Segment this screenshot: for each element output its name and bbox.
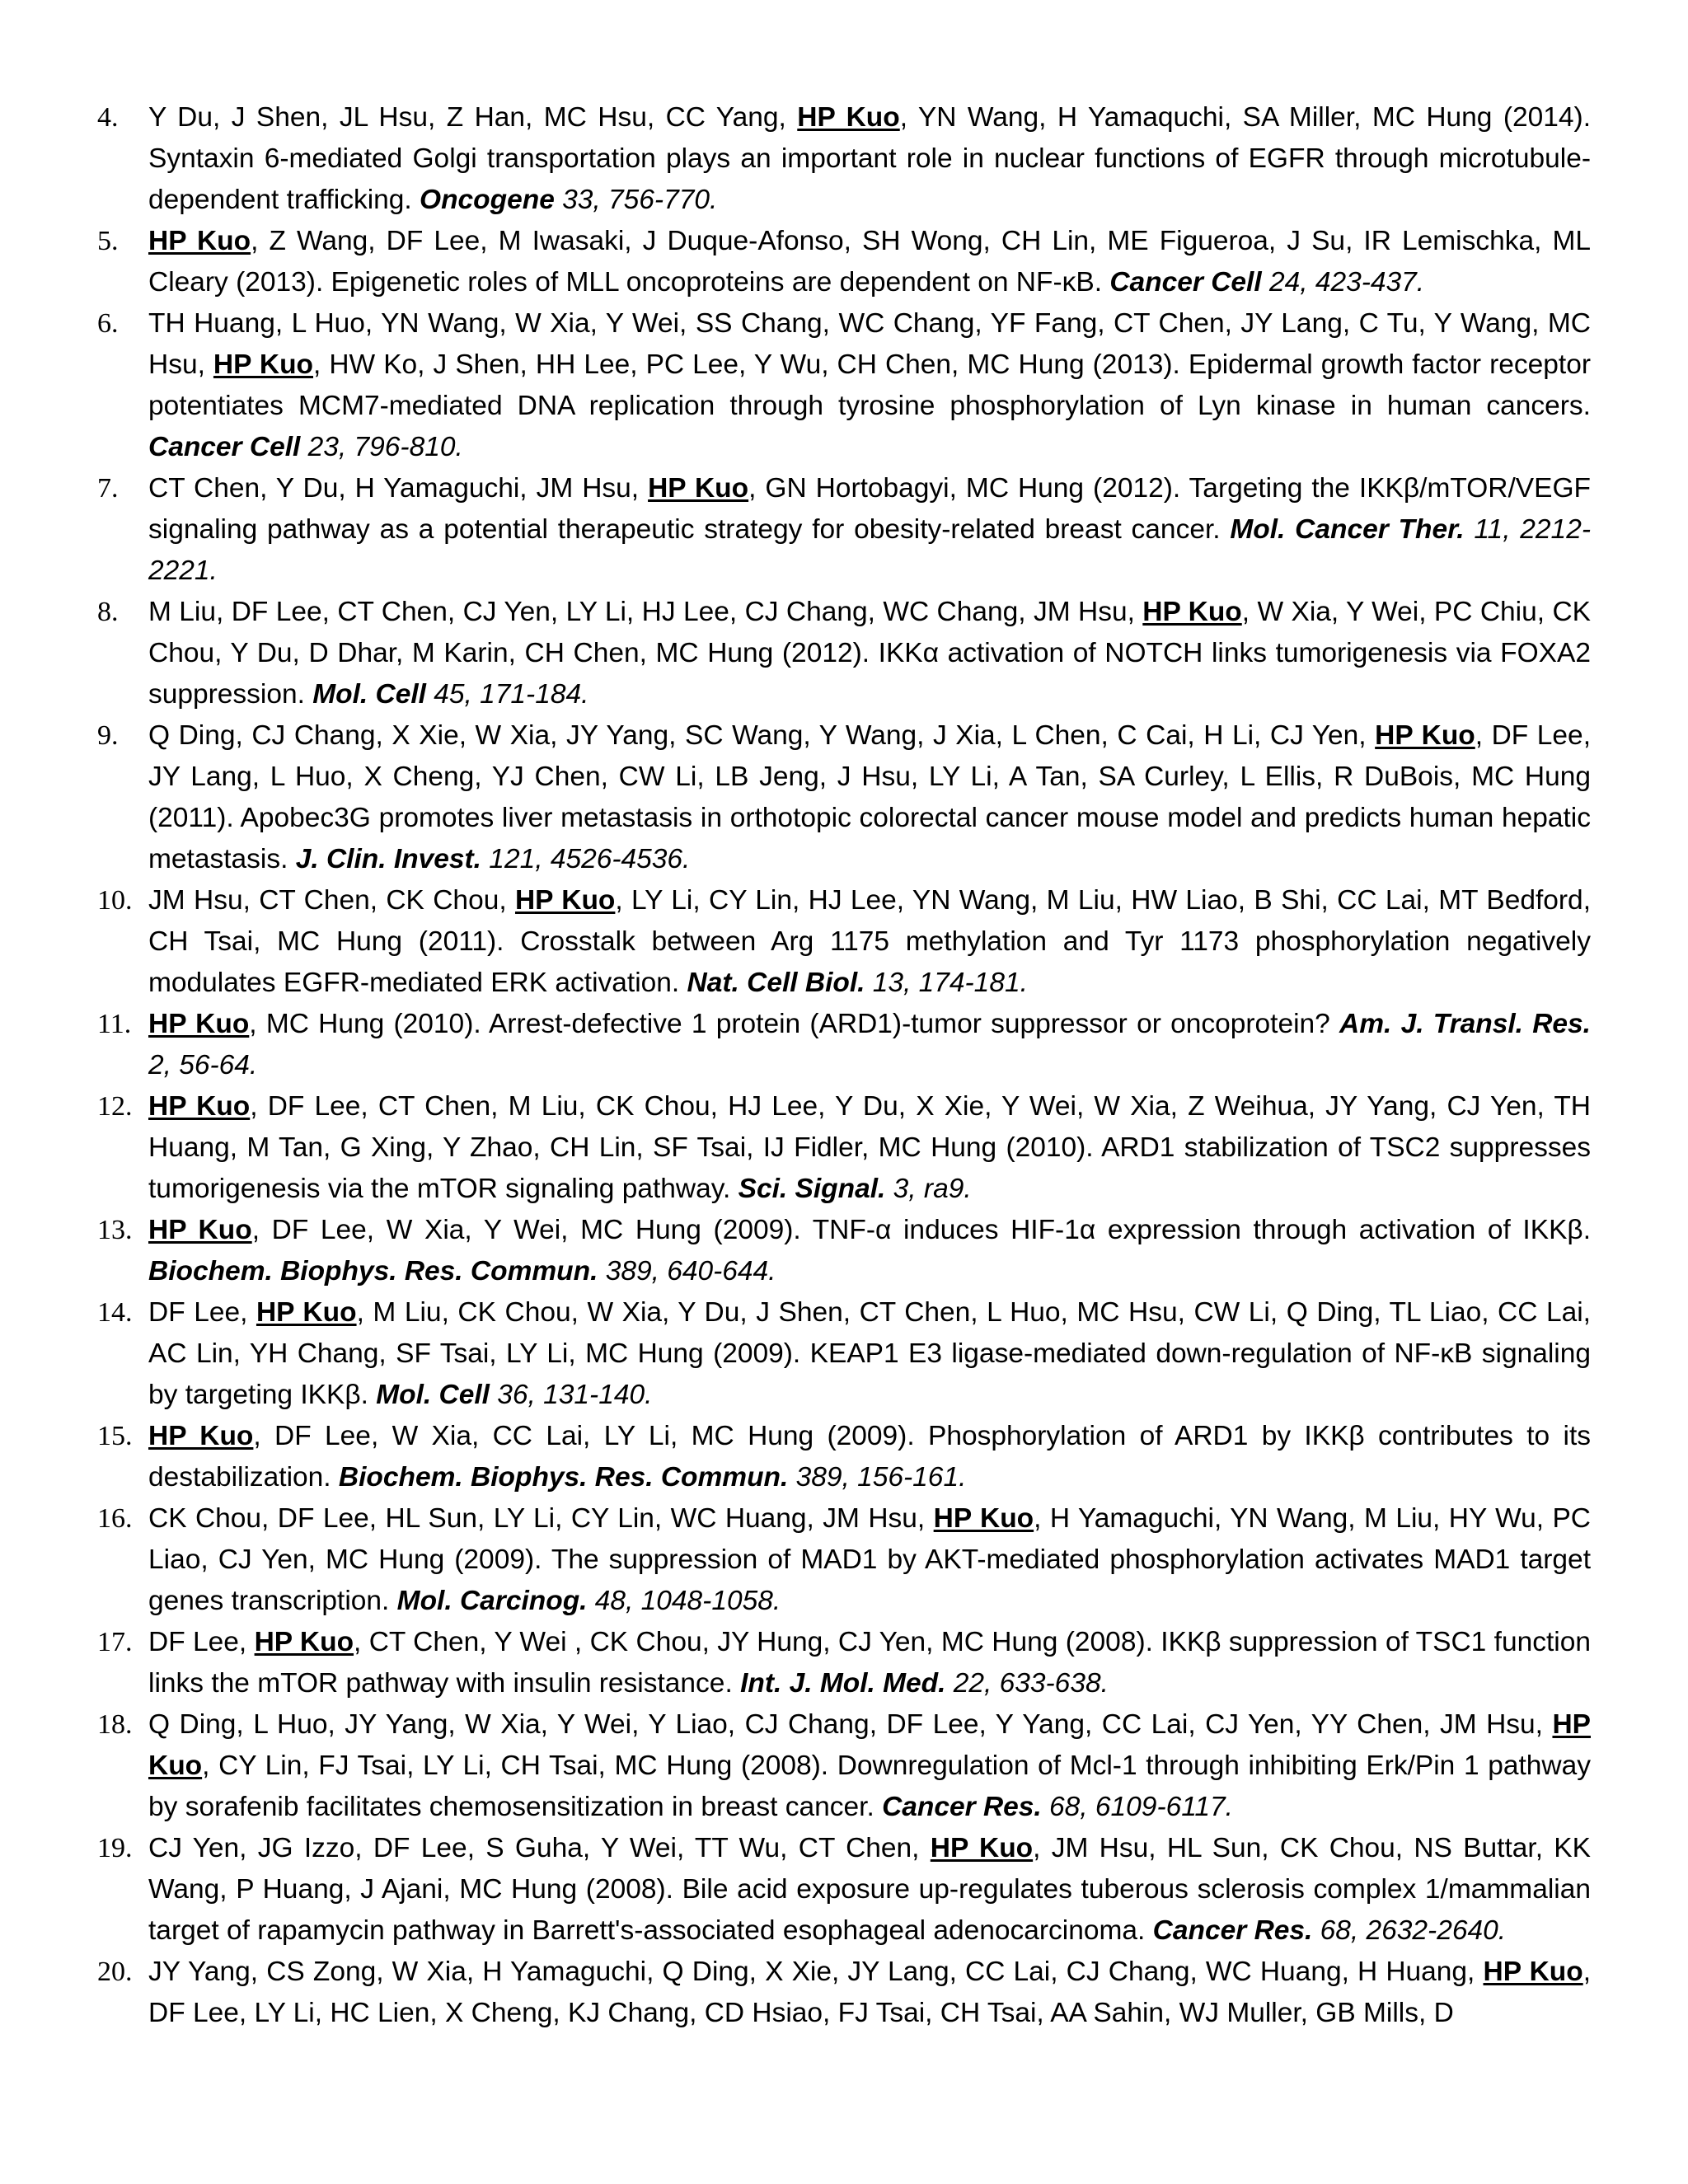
- highlighted-author: HP Kuo: [148, 1421, 254, 1451]
- reference-body: , JM Hsu, HL Sun, CK Chou, NS Buttar, KK Wang, P Huang, J Ajani, MC Hung (2008). Bile acid exposure up-regulates tuberous sclerosis complex 1/mammalian target of rapamycin pathway in Barrett's-associated esophageal adenocarcinoma.: [148, 1833, 1591, 1946]
- reference-number: 14.: [97, 1297, 133, 1328]
- highlighted-author: HP Kuo: [933, 1503, 1034, 1534]
- reference-authors-before: CJ Yen, JG Izzo, DF Lee, S Guha, Y Wei, TT Wu, CT Chen,: [148, 1833, 931, 1863]
- highlighted-author: HP Kuo: [1483, 1957, 1583, 1987]
- reference-authors-before: TH Huang, L Huo, YN Wang, W Xia, Y Wei, SS Chang, WC Chang, YF Fang, CT Chen, JY Lang, C Tu, Y Wang, MC Hsu,: [148, 308, 1591, 380]
- journal-name: Sci. Signal.: [738, 1174, 886, 1204]
- reference-body: , CT Chen, Y Wei , CK Chou, JY Hung, CJ Yen, MC Hung (2008). IKKβ suppression of TSC1 function links the mTOR pathway with insulin resistance.: [148, 1627, 1591, 1699]
- reference-number: 18.: [97, 1709, 133, 1740]
- reference-body: , DF Lee, JY Lang, L Huo, X Cheng, YJ Chen, CW Li, LB Jeng, J Hsu, LY Li, A Tan, SA Curley, L Ellis, R DuBois, MC Hung (2011). Apobec3G promotes liver metastasis in orthotopic colorectal cancer mouse model and predicts human hepatic metastasis.: [148, 720, 1591, 874]
- highlighted-author: HP Kuo: [514, 885, 616, 916]
- highlighted-author: HP Kuo: [1375, 720, 1475, 751]
- journal-name: Cancer Cell: [148, 432, 301, 462]
- journal-volume-pages: 2, 56-64.: [148, 1050, 258, 1080]
- reference-body: , Z Wang, DF Lee, M Iwasaki, J Duque-Afonso, SH Wong, CH Lin, ME Figueroa, J Su, IR Lemischka, ML Cleary (2013). Epigenetic roles of MLL oncoproteins are dependent on NF-κB.: [148, 226, 1592, 298]
- journal-volume-pages: 24, 423-437.: [1261, 267, 1425, 298]
- reference-item: [97, 1622, 1591, 1704]
- reference-item: [97, 1416, 1591, 1498]
- journal-volume-pages: 33, 756-770.: [554, 185, 718, 215]
- reference-body: , DF Lee, W Xia, CC Lai, LY Li, MC Hung (2009). Phosphorylation of ARD1 by IKKβ contributes to its destabilization.: [148, 1421, 1592, 1493]
- reference-authors-before: JY Yang, CS Zong, W Xia, H Yamaguchi, Q Ding, X Xie, JY Lang, CC Lai, CJ Chang, WC Huang, H Huang,: [148, 1957, 1484, 1987]
- journal-name: Oncogene: [420, 185, 555, 215]
- journal-volume-pages: 121, 4526-4536.: [481, 844, 691, 874]
- highlighted-author: HP Kuo: [256, 1297, 357, 1328]
- reference-item: [97, 715, 1591, 880]
- reference-number: 20.: [97, 1957, 133, 1987]
- reference-number: 13.: [97, 1215, 133, 1245]
- reference-item: [97, 592, 1591, 715]
- journal-volume-pages: 68, 6109-6117.: [1041, 1792, 1233, 1822]
- reference-authors-before: Q Ding, CJ Chang, X Xie, W Xia, JY Yang, SC Wang, Y Wang, J Xia, L Chen, C Cai, H Li, CJ Yen,: [148, 720, 1376, 751]
- reference-body: , CY Lin, FJ Tsai, LY Li, CH Tsai, MC Hung (2008). Downregulation of Mcl-1 through inhibiting Erk/Pin 1 pathway by sorafenib facilitates chemosensitization in breast cancer.: [148, 1750, 1591, 1822]
- reference-authors-before: CK Chou, DF Lee, HL Sun, LY Li, CY Lin, WC Huang, JM Hsu,: [148, 1503, 934, 1534]
- reference-authors-before: Y Du, J Shen, JL Hsu, Z Han, MC Hsu, CC Yang,: [148, 102, 798, 133]
- reference-body: , HW Ko, J Shen, HH Lee, PC Lee, Y Wu, CH Chen, MC Hung (2013). Epidermal growth factor receptor potentiates MCM7-mediated DNA replication through tyrosine phosphorylation of Lyn kinase in human cancers.: [148, 349, 1591, 421]
- reference-item: [97, 1004, 1591, 1086]
- journal-volume-pages: 68, 2632-2640.: [1312, 1915, 1507, 1946]
- highlighted-author: HP Kuo: [148, 1009, 250, 1039]
- highlighted-author: HP Kuo: [1142, 597, 1242, 627]
- journal-name: Biochem. Biophys. Res. Commun.: [148, 1256, 598, 1286]
- journal-volume-pages: 389, 156-161.: [788, 1462, 967, 1493]
- reference-number: 16.: [97, 1503, 133, 1534]
- reference-number: 4.: [97, 102, 119, 133]
- journal-name: Mol. Cell: [312, 679, 426, 710]
- reference-item: [97, 221, 1591, 303]
- reference-body: , DF Lee, CT Chen, M Liu, CK Chou, HJ Lee, Y Du, X Xie, Y Wei, W Xia, Z Weihua, JY Yang, CJ Yen, TH Huang, M Tan, G Xing, Y Zhao, CH Lin, SF Tsai, IJ Fidler, MC Hung (2010). ARD1 stabilization of TSC2 suppresses tumorigenesis via the mTOR signaling pathway.: [148, 1091, 1591, 1204]
- journal-name: Cancer Res.: [882, 1792, 1042, 1822]
- journal-name: J. Clin. Invest.: [295, 844, 481, 874]
- journal-volume-pages: 48, 1048-1058.: [587, 1586, 781, 1616]
- reference-body: , M Liu, CK Chou, W Xia, Y Du, J Shen, CT Chen, L Huo, MC Hsu, CW Li, Q Ding, TL Liao, CC Lai, AC Lin, YH Chang, SF Tsai, LY Li, MC Hung (2009). KEAP1 E3 ligase-mediated down-regulation of NF-κB signaling by targeting IKKβ.: [148, 1297, 1591, 1410]
- reference-authors-before: JM Hsu, CT Chen, CK Chou,: [148, 885, 515, 916]
- reference-authors-before: M Liu, DF Lee, CT Chen, CJ Yen, LY Li, HJ Lee, CJ Chang, WC Chang, JM Hsu,: [148, 597, 1143, 627]
- reference-number: 17.: [97, 1627, 133, 1657]
- journal-volume-pages: 13, 174-181.: [865, 968, 1028, 998]
- journal-name: Cancer Cell: [1109, 267, 1262, 298]
- journal-name: Nat. Cell Biol.: [687, 968, 865, 998]
- reference-item: [97, 1292, 1591, 1416]
- highlighted-author: HP Kuo: [797, 102, 900, 133]
- journal-volume-pages: 36, 131-140.: [489, 1380, 653, 1410]
- highlighted-author: HP Kuo: [254, 1627, 354, 1657]
- reference-number: 5.: [97, 226, 119, 256]
- journal-name: Mol. Cell: [376, 1380, 490, 1410]
- journal-name: Biochem. Biophys. Res. Commun.: [338, 1462, 789, 1493]
- reference-item: [97, 880, 1591, 1004]
- reference-item: [97, 468, 1591, 592]
- reference-number: 11.: [97, 1009, 132, 1039]
- reference-item: [97, 1952, 1591, 2034]
- highlighted-author: HP Kuo: [930, 1833, 1034, 1863]
- reference-authors-before: DF Lee,: [148, 1627, 255, 1657]
- reference-number: 19.: [97, 1833, 133, 1863]
- reference-body: , GN Hortobagyi, MC Hung (2012). Targeting the IKKβ/mTOR/VEGF signaling pathway as a potential therapeutic strategy for obesity-related breast cancer.: [148, 473, 1591, 545]
- journal-name: Am. J. Transl. Res.: [1339, 1009, 1591, 1039]
- reference-number: 12.: [97, 1091, 133, 1122]
- reference-number: 15.: [97, 1421, 133, 1451]
- highlighted-author: HP Kuo: [148, 226, 251, 256]
- reference-authors-before: DF Lee,: [148, 1297, 256, 1328]
- journal-name: Cancer Res.: [1152, 1915, 1313, 1946]
- highlighted-author: HP Kuo: [648, 473, 749, 504]
- reference-number: 6.: [97, 308, 119, 339]
- reference-body: , YN Wang, H Yamaquchi, SA Miller, MC Hung (2014). Syntaxin 6-mediated Golgi transportation plays an important role in nuclear functions of EGFR through microtubule-dependent trafficking.: [148, 102, 1591, 215]
- highlighted-author: HP Kuo: [148, 1709, 1591, 1781]
- reference-body: , LY Li, CY Lin, HJ Lee, YN Wang, M Liu, HW Liao, B Shi, CC Lai, MT Bedford, CH Tsai, MC Hung (2011). Crosstalk between Arg 1175 methylation and Tyr 1173 phosphorylation negatively modulates EGFR-mediated ERK activation.: [148, 885, 1591, 998]
- highlighted-author: HP Kuo: [213, 349, 314, 380]
- journal-volume-pages: 45, 171-184.: [425, 679, 589, 710]
- reference-list: [97, 97, 1591, 2034]
- highlighted-author: HP Kuo: [148, 1091, 251, 1122]
- reference-number: 8.: [97, 597, 119, 627]
- reference-body: , DF Lee, LY Li, HC Lien, X Cheng, KJ Chang, CD Hsiao, FJ Tsai, CH Tsai, AA Sahin, WJ Muller, GB Mills, D: [148, 1957, 1591, 2028]
- journal-volume-pages: 11, 2212-2221.: [148, 514, 1591, 586]
- journal-volume-pages: 23, 796-810.: [300, 432, 463, 462]
- reference-item: [97, 1828, 1591, 1952]
- reference-body: , W Xia, Y Wei, PC Chiu, CK Chou, Y Du, D Dhar, M Karin, CH Chen, MC Hung (2012). IKKα activation of NOTCH links tumorigenesis via FOXA2 suppression.: [148, 597, 1591, 710]
- reference-item: [97, 1086, 1591, 1210]
- reference-body: , H Yamaguchi, YN Wang, M Liu, HY Wu, PC Liao, CJ Yen, MC Hung (2009). The suppression of MAD1 by AKT-mediated phosphorylation activates MAD1 target genes transcription.: [148, 1503, 1592, 1616]
- reference-number: 10.: [97, 885, 133, 916]
- highlighted-author: HP Kuo: [148, 1215, 252, 1245]
- reference-item: [97, 1704, 1591, 1828]
- journal-volume-pages: 389, 640-644.: [598, 1256, 776, 1286]
- reference-number: 7.: [97, 473, 119, 504]
- reference-item: [97, 1498, 1591, 1622]
- reference-item: [97, 97, 1591, 221]
- reference-number: 9.: [97, 720, 119, 751]
- journal-name: Int. J. Mol. Med.: [740, 1668, 946, 1699]
- reference-item: [97, 303, 1591, 468]
- journal-volume-pages: 3, ra9.: [885, 1174, 972, 1204]
- reference-body: , DF Lee, W Xia, Y Wei, MC Hung (2009). TNF-α induces HIF-1α expression through activation of IKKβ.: [251, 1215, 1592, 1245]
- journal-name: Mol. Cancer Ther.: [1230, 514, 1465, 545]
- reference-item: [97, 1210, 1591, 1292]
- reference-authors-before: Q Ding, L Huo, JY Yang, W Xia, Y Wei, Y Liao, CJ Chang, DF Lee, Y Yang, CC Lai, CJ Yen, YY Chen, JM Hsu,: [148, 1709, 1553, 1740]
- reference-authors-before: CT Chen, Y Du, H Yamaguchi, JM Hsu,: [148, 473, 649, 504]
- journal-name: Mol. Carcinog.: [396, 1586, 588, 1616]
- reference-body: , MC Hung (2010). Arrest-defective 1 protein (ARD1)-tumor suppressor or oncoprotein?: [249, 1009, 1340, 1039]
- journal-volume-pages: 22, 633-638.: [945, 1668, 1109, 1699]
